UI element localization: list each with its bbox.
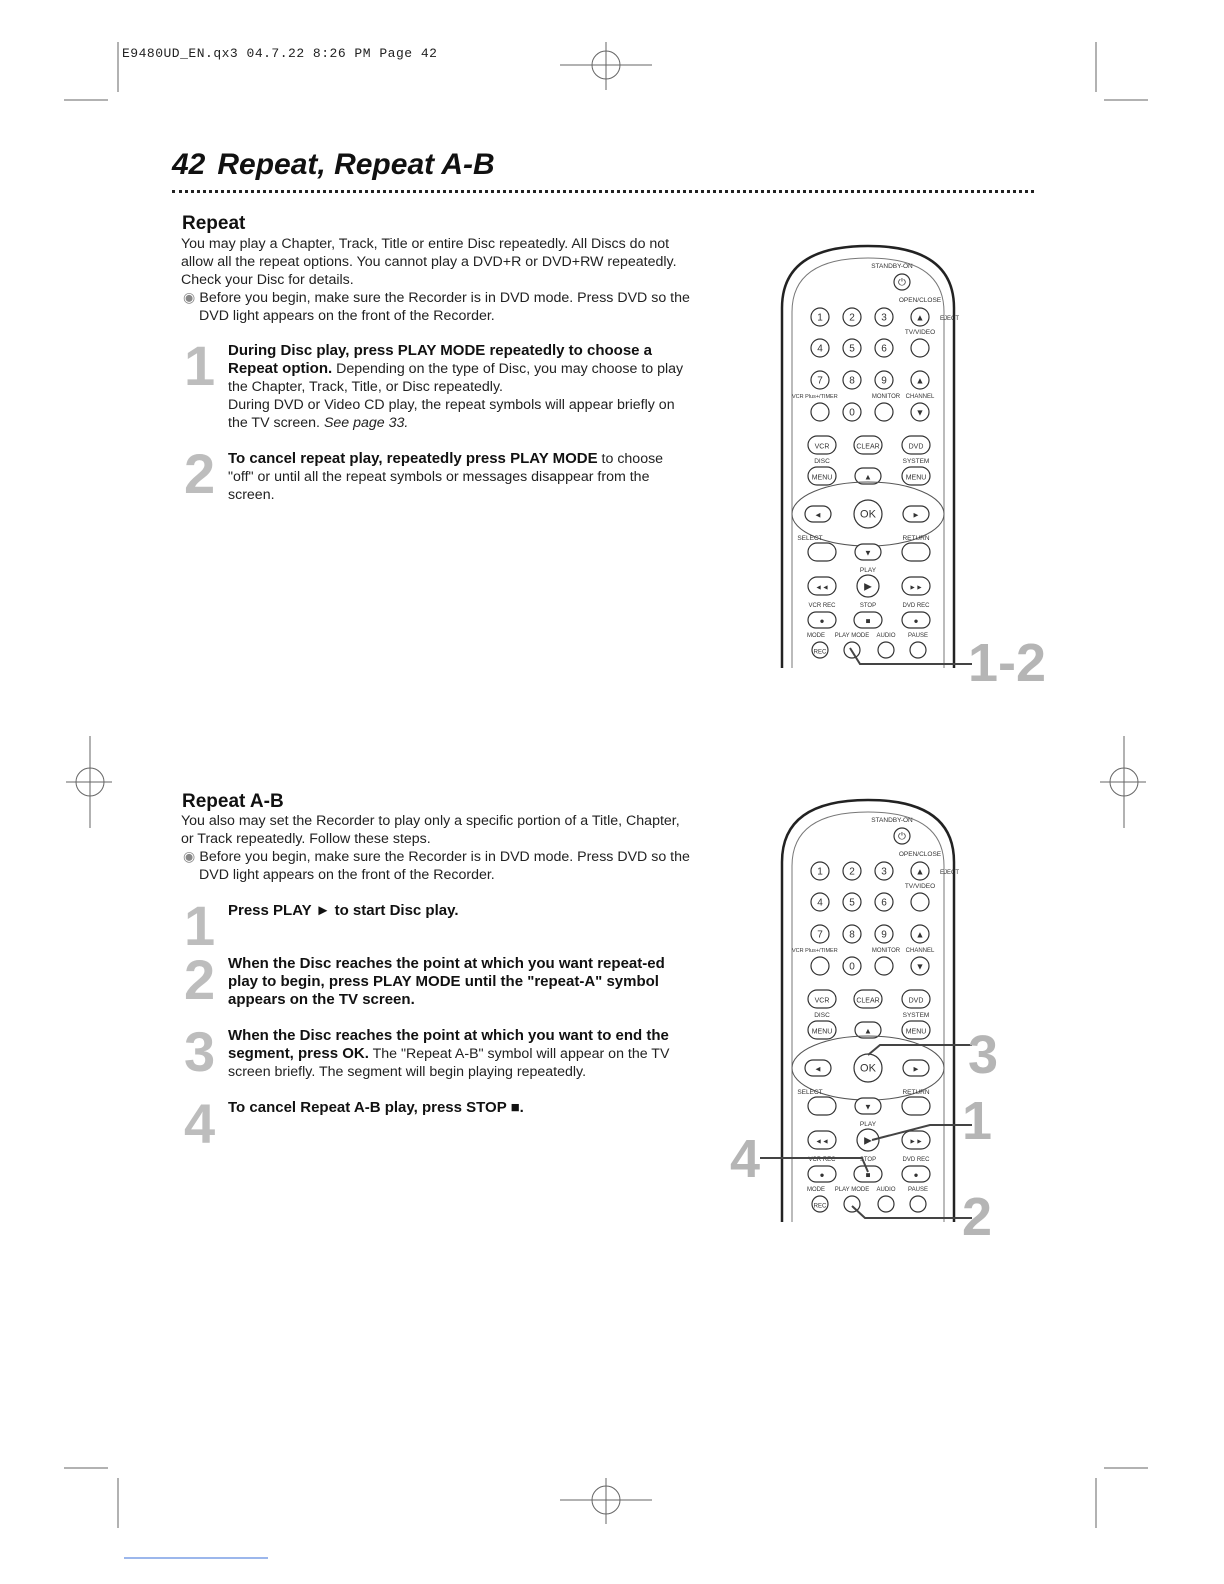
section-heading-repeat-ab: Repeat A-B (182, 791, 284, 812)
pause-label: PAUSE (908, 633, 928, 639)
play-button-label: ▶ (864, 1135, 872, 1147)
page-number: 42 (172, 148, 206, 181)
callout-label: 1-2 (968, 633, 1047, 693)
standby-label: STANDBY-ON (871, 817, 913, 824)
eject-label: EJECT (940, 316, 960, 322)
stop-button-label: ■ (865, 616, 871, 626)
system-menu-button-label: MENU (905, 1028, 927, 1036)
repeat-ab-step-1: Press PLAY ► to start Disc play. (228, 902, 459, 919)
pause-button (910, 1196, 926, 1212)
digit-button-label: 4 (817, 343, 823, 355)
step-number: 3 (184, 1020, 216, 1083)
tv-video-button (911, 893, 929, 911)
play-mode-button (844, 1196, 860, 1212)
digit-button-label: 1 (817, 866, 823, 878)
step-number: 2 (184, 442, 216, 505)
rec-mode-button-label: REC (813, 649, 827, 656)
channel-up-button-label: ▲ (915, 929, 925, 940)
channel-up-button-label: ▲ (915, 375, 925, 386)
play-mode-button (844, 642, 860, 658)
repeat-bullet: ◉ Before you begin, make sure the Recorder is in DVD mode. Press DVD so the DVD light appears on the front of the Recorder. (183, 290, 690, 324)
digit-button-label: 0 (849, 407, 855, 419)
step-number: 1 (184, 334, 216, 397)
open-close-label: OPEN/CLOSE (898, 297, 942, 304)
play-label: PLAY (859, 567, 877, 574)
vcr-rec-label: VCR REC (808, 603, 836, 609)
callout-label: 3 (968, 1025, 999, 1085)
previous-button-label: ◄◄ (815, 1138, 829, 1146)
repeat-ab-step-2: When the Disc reaches the point at which you want repeat-ed play to begin, press PLAY MODE until the "repeat-A" symbol appears on the TV screen. (228, 955, 665, 1008)
right-button-label: ► (912, 1064, 920, 1074)
pause-button (910, 642, 926, 658)
dvd-rec-button-label: ● (913, 616, 919, 626)
remote-control-illustration (770, 792, 966, 1222)
return-button (902, 1097, 930, 1115)
digit-button-label: 7 (817, 375, 823, 387)
left-button-label: ◄ (814, 510, 822, 520)
select-button (808, 543, 836, 561)
up-button-label: ▲ (864, 472, 872, 482)
digit-button-label: 0 (849, 961, 855, 973)
monitor-label: MONITOR (871, 948, 901, 954)
return-button (902, 543, 930, 561)
digit-button-label: 2 (849, 866, 855, 878)
down-button-label: ▼ (864, 548, 872, 558)
next-button-label: ►► (909, 1138, 923, 1146)
audio-button (878, 642, 894, 658)
bullet-icon: ◉ (183, 849, 196, 865)
digit-button-label: 3 (881, 866, 887, 878)
pause-label: PAUSE (908, 1187, 928, 1193)
previous-button-label: ◄◄ (815, 584, 829, 592)
select-label: SELECT (797, 535, 823, 542)
repeat-intro: You may play a Chapter, Track, Title or entire Disc repeatedly. All Discs do not allow all the repeat options. You cannot play a DVD+R or DVD+RW repeatedly. Check your Disc for details. (181, 236, 677, 288)
system-label: SYSTEM (902, 1012, 930, 1019)
digit-button-label: 5 (849, 343, 855, 355)
title-text: Repeat, Repeat A-B (217, 148, 495, 181)
vcr-rec-label: VCR REC (808, 1157, 836, 1163)
vcr-plus-button (811, 403, 829, 421)
tv-video-label: TV/VIDEO (904, 883, 936, 890)
clear-button-label: CLEAR (856, 997, 880, 1005)
page-title (172, 148, 495, 182)
audio-button (878, 1196, 894, 1212)
disc-label: DISC (814, 1012, 830, 1019)
digit-button-label: 3 (881, 312, 887, 324)
digit-button-label: 4 (817, 897, 823, 909)
vcr-plus-button (811, 957, 829, 975)
rec-mode-button-label: REC (813, 1203, 827, 1210)
step-number: 2 (184, 948, 216, 1011)
select-label: SELECT (797, 1089, 823, 1096)
right-button-label: ► (912, 510, 920, 520)
step-number: 4 (184, 1092, 216, 1155)
mode-label: MODE (807, 633, 825, 639)
vcr-button-label: VCR (814, 443, 830, 451)
system-label: SYSTEM (902, 458, 930, 465)
audio-label: AUDIO (876, 1187, 896, 1193)
dvd-button-label: DVD (908, 443, 924, 451)
ok-button-label: OK (860, 1062, 876, 1075)
digit-button-label: 8 (849, 375, 855, 387)
callout-label: 2 (962, 1187, 993, 1247)
print-slug: E9480UD_EN.qx3 04.7.22 8:26 PM Page 42 (122, 46, 438, 61)
tv-video-label: TV/VIDEO (904, 329, 936, 336)
channel-down-button-label: ▼ (915, 407, 925, 418)
play-mode-label: PLAY MODE (834, 633, 870, 639)
monitor-button (875, 403, 893, 421)
digit-button-label: 5 (849, 897, 855, 909)
standby-button-label: ⏻ (898, 277, 906, 289)
callout-label: 4 (730, 1129, 761, 1189)
standby-button-label: ⏻ (898, 831, 906, 843)
digit-button-label: 9 (881, 375, 887, 387)
dvd-rec-label: DVD REC (902, 603, 930, 609)
ok-button-label: OK (860, 508, 876, 521)
dvd-button-label: DVD (908, 997, 924, 1005)
standby-label: STANDBY-ON (871, 263, 913, 270)
up-button-label: ▲ (864, 1026, 872, 1036)
digit-button-label: 7 (817, 929, 823, 941)
repeat-ab-intro: You also may set the Recorder to play only a specific portion of a Title, Chapter, or Track repeatedly. Follow these steps. (181, 813, 680, 847)
stop-button-label: ■ (865, 1170, 871, 1180)
dotted-rule (172, 190, 1034, 193)
callout-label: 1 (962, 1091, 993, 1151)
play-label: PLAY (859, 1121, 877, 1128)
section-heading-repeat: Repeat (182, 213, 246, 234)
play-button-label: ▶ (864, 581, 872, 593)
vcr-rec-button-label: ● (819, 616, 825, 626)
digit-button-label: 6 (881, 897, 887, 909)
repeat-step-1: During Disc play, press PLAY MODE repeatedly to choose a Repeat option. Depending on the type of Disc, you may choose to play the Chapter, Track, Title, or Disc repeatedly. During DVD or Video CD play, the repeat symbols will appear briefly on the TV screen. See page 33. (228, 342, 684, 431)
channel-down-button-label: ▼ (915, 961, 925, 972)
monitor-label: MONITOR (871, 394, 901, 400)
digit-button-label: 1 (817, 312, 823, 324)
disc-menu-button-label: MENU (811, 474, 833, 482)
repeat-ab-step-3: When the Disc reaches the point at which you want to end the segment, press OK. The "Repeat A-B" symbol will appear on the TV screen briefly. The segment will begin playing repeatedly. (228, 1027, 670, 1080)
dvd-rec-button-label: ● (913, 1170, 919, 1180)
eject-button-label: ▲ (915, 866, 925, 877)
dvd-rec-label: DVD REC (902, 1157, 930, 1163)
digit-button-label: 2 (849, 312, 855, 324)
disc-menu-button-label: MENU (811, 1028, 833, 1036)
bullet-icon: ◉ (183, 290, 196, 306)
step-number: 1 (184, 894, 216, 957)
vcr-rec-button-label: ● (819, 1170, 825, 1180)
repeat-ab-step-4: To cancel Repeat A-B play, press STOP ■. (228, 1099, 524, 1116)
digit-button-label: 8 (849, 929, 855, 941)
left-button-label: ◄ (814, 1064, 822, 1074)
monitor-button (875, 957, 893, 975)
channel-label: CHANNEL (905, 394, 935, 400)
vcr-plus-label: VCR Plus+/TIMER (792, 394, 838, 400)
repeat-ab-bullet: ◉ Before you begin, make sure the Recorder is in DVD mode. Press DVD so the DVD light appears on the front of the Recorder. (183, 849, 690, 883)
play-mode-label: PLAY MODE (834, 1187, 870, 1193)
remote-control-illustration (770, 238, 966, 668)
disc-label: DISC (814, 458, 830, 465)
channel-label: CHANNEL (905, 948, 935, 954)
return-label: RETURN (902, 1089, 930, 1096)
eject-label: EJECT (940, 870, 960, 876)
select-button (808, 1097, 836, 1115)
stop-label: STOP (859, 603, 877, 609)
audio-label: AUDIO (876, 633, 896, 639)
open-close-label: OPEN/CLOSE (898, 851, 942, 858)
down-button-label: ▼ (864, 1102, 872, 1112)
mode-label: MODE (807, 1187, 825, 1193)
tv-video-button (911, 339, 929, 357)
return-label: RETURN (902, 535, 930, 542)
stop-label: STOP (859, 1157, 877, 1163)
next-button-label: ►► (909, 584, 923, 592)
digit-button-label: 9 (881, 929, 887, 941)
vcr-plus-label: VCR Plus+/TIMER (792, 948, 838, 954)
eject-button-label: ▲ (915, 312, 925, 323)
digit-button-label: 6 (881, 343, 887, 355)
clear-button-label: CLEAR (856, 443, 880, 451)
system-menu-button-label: MENU (905, 474, 927, 482)
repeat-step-2: To cancel repeat play, repeatedly press PLAY MODE to choose "off" or until all the repeat symbols or messages disappear from the screen. (228, 450, 664, 503)
vcr-button-label: VCR (814, 997, 830, 1005)
